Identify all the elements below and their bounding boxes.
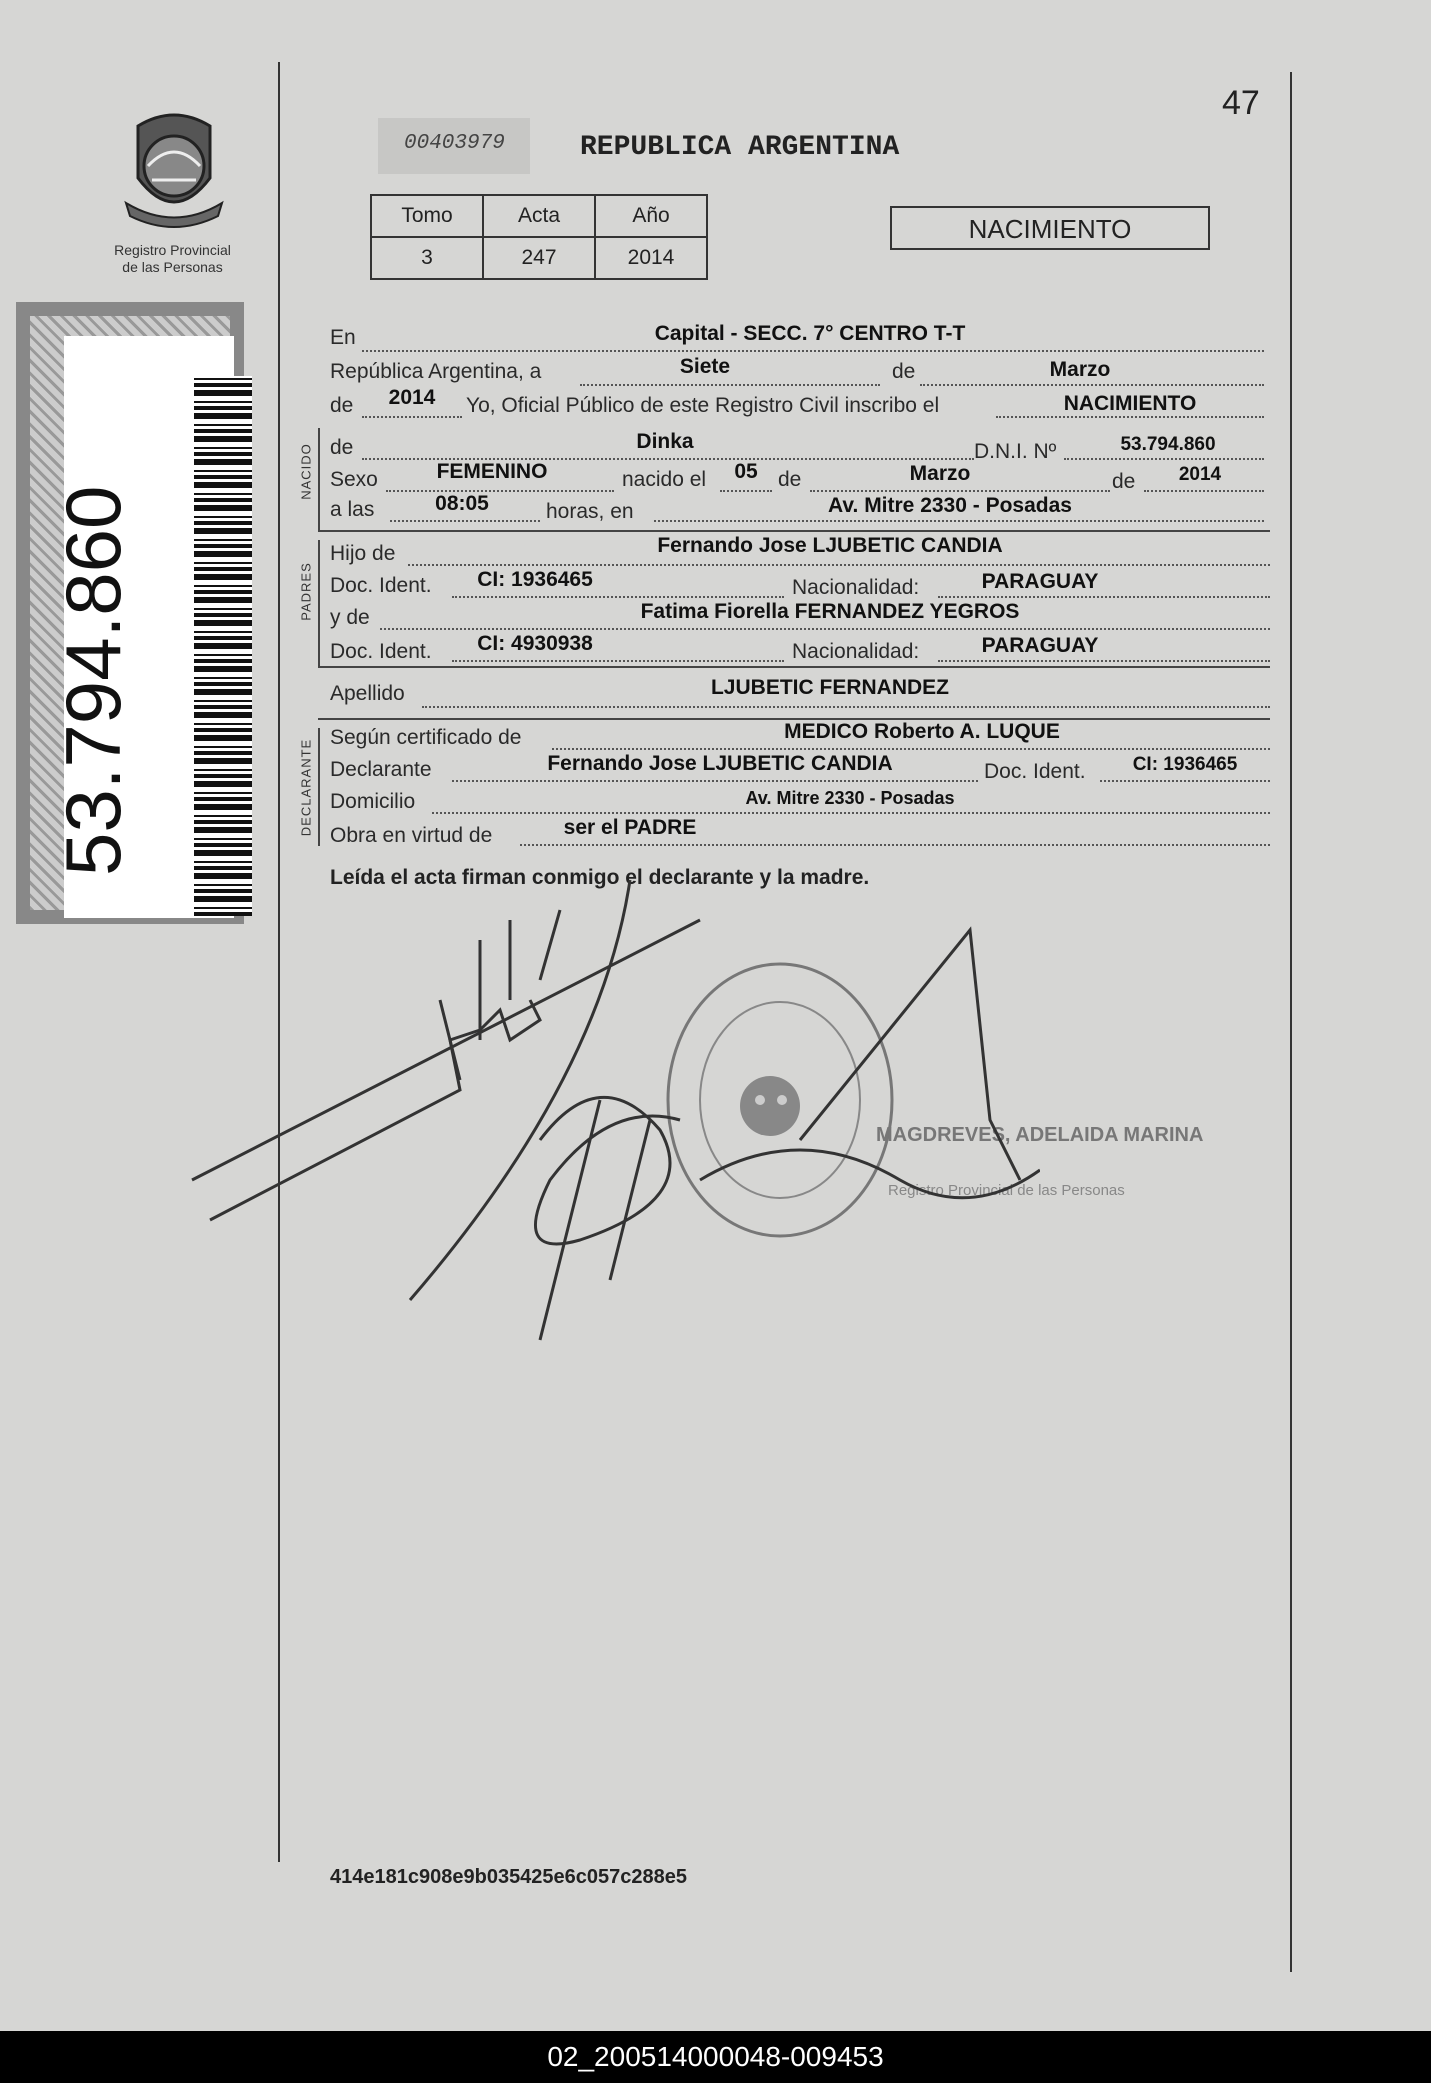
republica-label: República Argentina, a (330, 360, 542, 383)
nacido-de-label: de (330, 436, 354, 459)
misiones-coat-of-arms-icon (118, 108, 230, 232)
hijo-de-label: Hijo de (330, 542, 396, 565)
birth-day: 05 (734, 460, 758, 483)
year-line (362, 416, 462, 418)
apellido-value: LJUBETIC FERNANDEZ (710, 676, 949, 699)
father-doc-line (452, 596, 784, 598)
record-header-tomo: Tomo (371, 195, 483, 237)
stamp-officer-name: MAGDREVES, ADELAIDA MARINA (876, 1124, 1204, 1146)
registry-label-line-2: de las Personas (122, 259, 223, 275)
page-number: 47 (1222, 84, 1260, 122)
dni-line (1064, 458, 1264, 460)
domicilio-label: Domicilio (330, 790, 416, 813)
nacido-de-label-2: de (778, 468, 802, 491)
record-header-acta: Acta (483, 195, 595, 237)
country-title: REPUBLICA ARGENTINA (580, 132, 900, 163)
sexo-value: FEMENINO (436, 460, 548, 483)
location-value: Capital - SECC. 7° CENTRO T-T (654, 322, 966, 345)
nacido-dni: 53.794.860 (1120, 434, 1216, 455)
record-value-acta: 247 (483, 237, 595, 279)
father-line (408, 564, 1270, 566)
certificado-label: Según certificado de (330, 726, 522, 749)
nacido-section-bar (318, 428, 320, 532)
padres-separator (318, 666, 1270, 668)
declarante-doc-label: Doc. Ident. (984, 760, 1086, 783)
declarante-name: Fernando Jose LJUBETIC CANDIA (547, 752, 893, 775)
nacido-el-label: nacido el (622, 468, 707, 491)
horas-label: horas, en (546, 500, 634, 523)
mother-doc-line (452, 660, 784, 662)
right-margin-line (1290, 72, 1292, 1972)
apellido-label: Apellido (330, 682, 405, 705)
record-header-ano: Año (595, 195, 707, 237)
birth-time-line (390, 520, 540, 522)
declarante-label: Declarante (330, 758, 432, 781)
year-value: 2014 (388, 386, 436, 409)
mother-doc: CI: 4930938 (477, 632, 593, 655)
record-table (370, 194, 708, 280)
en-label: En (330, 326, 356, 349)
location-line (362, 350, 1264, 352)
nacido-separator (318, 530, 1270, 532)
father-nationality-line (938, 596, 1270, 598)
handwritten-signatures (180, 880, 1040, 1360)
declarante-doc-line (1100, 780, 1270, 782)
mother-nationality-line (938, 660, 1270, 662)
father-doc: CI: 1936465 (477, 568, 593, 591)
certificado-value: MEDICO Roberto A. LUQUE (784, 720, 1060, 743)
nacido-name: Dinka (636, 430, 694, 453)
act-type-box: NACIMIENTO (890, 206, 1210, 250)
declarante-doc: CI: 1936465 (1132, 754, 1238, 775)
father-name: Fernando Jose LJUBETIC CANDIA (657, 534, 1003, 557)
mother-nationality: PARAGUAY (981, 634, 1099, 657)
section-label-nacido: NACIDO (298, 443, 314, 500)
father-doc-label: Doc. Ident. (330, 574, 432, 597)
domicilio-value: Av. Mitre 2330 - Posadas (745, 788, 955, 808)
footer-code: 02_200514000048-009453 (0, 2031, 1431, 2083)
barcode (194, 376, 252, 916)
mother-line (380, 628, 1270, 630)
padres-section-bar (318, 540, 320, 666)
declarante-section-bar (318, 728, 320, 846)
record-value-tomo: 3 (371, 237, 483, 279)
y-de-label: y de (330, 606, 370, 629)
birth-year-line (1144, 490, 1264, 492)
mother-doc-label: Doc. Ident. (330, 640, 432, 663)
birth-day-line (720, 490, 772, 492)
domicilio-line (432, 812, 1270, 814)
birth-month: Marzo (909, 462, 971, 485)
de-year-label: de (330, 394, 354, 417)
nacido-de-label-3: de (1112, 470, 1136, 493)
birth-month-line (810, 490, 1110, 492)
mother-nationality-label: Nacionalidad: (792, 640, 920, 663)
birth-year: 2014 (1178, 464, 1222, 485)
inscribe-line (996, 416, 1264, 418)
apellido-line (422, 706, 1270, 708)
barcode-document-number: 53.794.860 (49, 485, 137, 876)
declarante-line (452, 780, 978, 782)
serial-number: 00403979 (404, 132, 505, 155)
father-nationality: PARAGUAY (981, 570, 1099, 593)
de-label: de (892, 360, 916, 383)
day-line (580, 384, 880, 386)
birth-time: 08:05 (435, 492, 489, 515)
section-label-padres: PADRES (298, 562, 314, 621)
day-value: Siete (679, 355, 731, 378)
dni-label: D.N.I. Nº (974, 440, 1057, 463)
obra-line (520, 844, 1270, 846)
record-value-ano: 2014 (595, 237, 707, 279)
certificado-line (552, 748, 1270, 750)
stamp-officer-title: Registro Provincial de las Personas (888, 1182, 1125, 1199)
registry-label (80, 242, 265, 276)
sexo-label: Sexo (330, 468, 378, 491)
father-nationality-label: Nacionalidad: (792, 576, 920, 599)
barcode-card (16, 302, 244, 924)
inscribe-type: NACIMIENTO (1063, 392, 1197, 415)
yo-text: Yo, Oficial Público de este Registro Civil inscribo el (466, 394, 940, 417)
birth-place: Av. Mitre 2330 - Posadas (828, 494, 1072, 517)
registry-label-line-1: Registro Provincial (114, 242, 231, 258)
birth-place-line (654, 520, 1264, 522)
closing-statement: Leída el acta firman conmigo el declarante y la madre. (330, 866, 870, 889)
mother-name: Fatima Fiorella FERNANDEZ YEGROS (640, 600, 1020, 623)
month-value: Marzo (1049, 358, 1111, 381)
month-line (920, 384, 1264, 386)
obra-value: ser el PADRE (563, 816, 697, 839)
obra-label: Obra en virtud de (330, 824, 493, 847)
document-hash: 414e181c908e9b035425e6c057c288e5 (330, 1866, 688, 1888)
section-label-declarante: DECLARANTE (298, 738, 314, 837)
a-las-label: a las (330, 498, 375, 521)
